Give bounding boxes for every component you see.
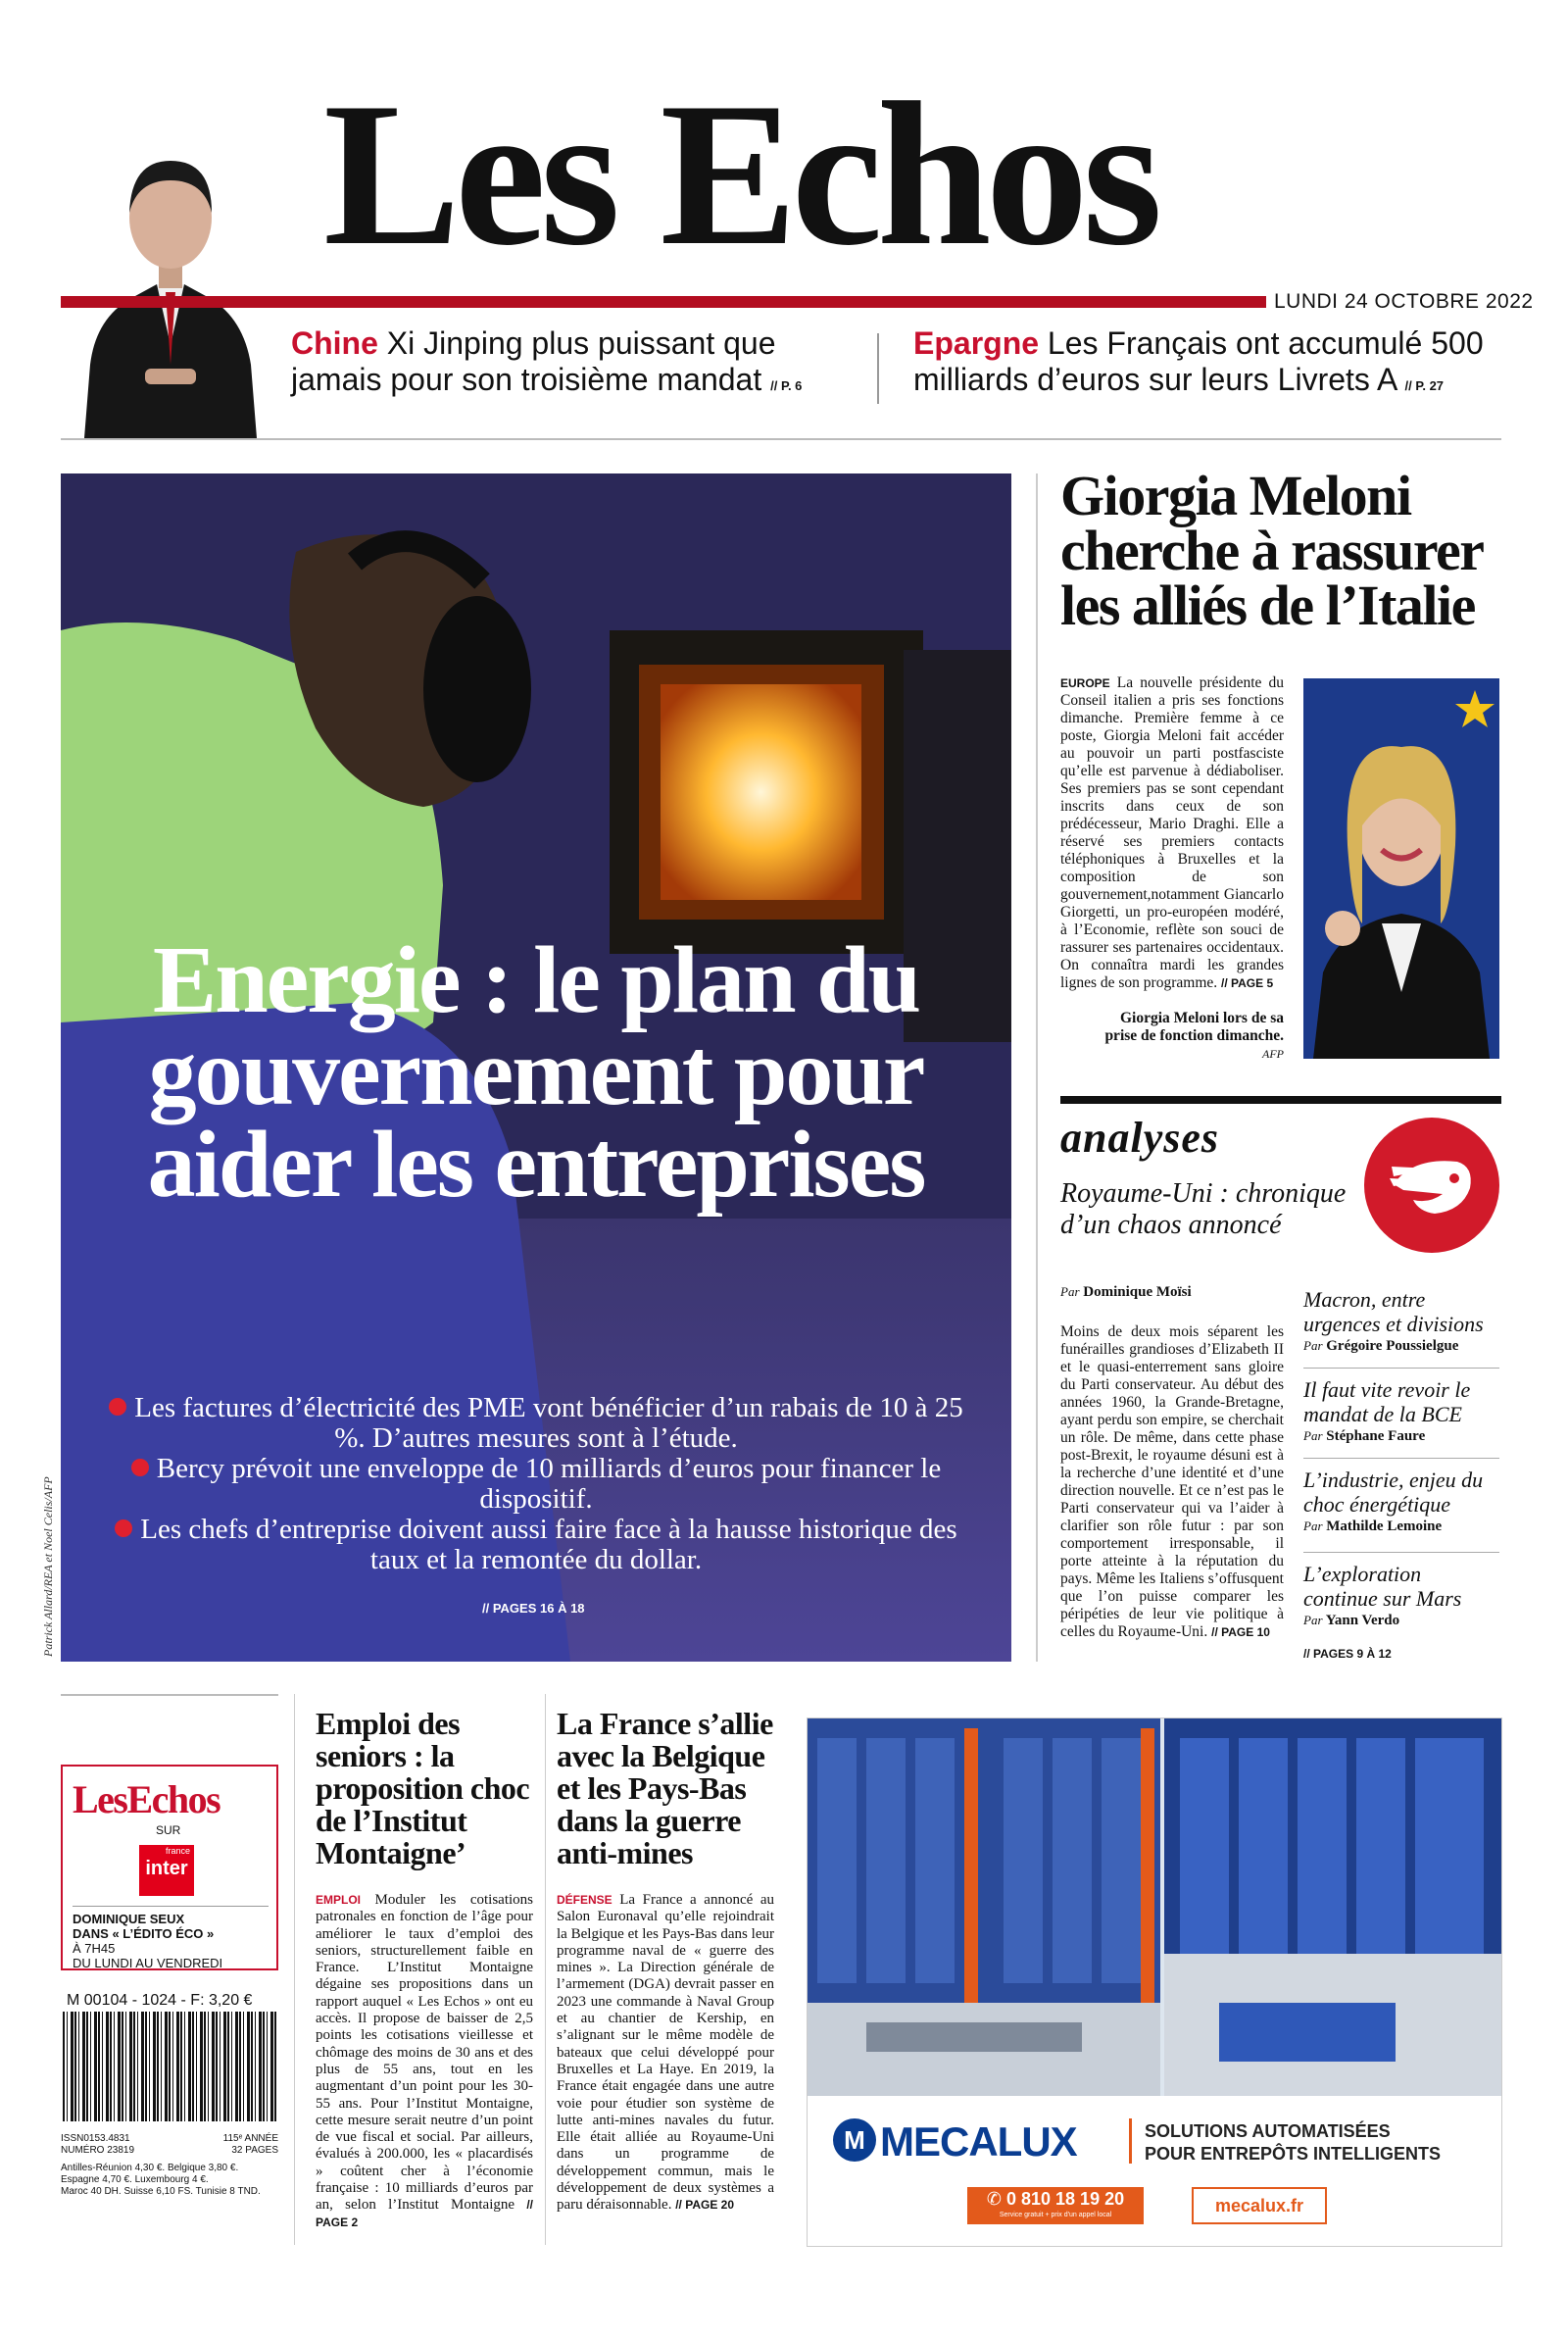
defense-page-ref: // PAGE 20 (675, 2198, 735, 2213)
teaser-page: // P. 6 (770, 378, 803, 393)
mecalux-ad[interactable] (807, 1718, 1502, 2247)
column-divider (1036, 473, 1038, 1662)
ad-tagline: SOLUTIONS AUTOMATISÉES POUR ENTREPÔTS INTELLIGENTS (1145, 2121, 1442, 2164)
analyses-label: analyses (1060, 1114, 1219, 1162)
analyses-main-byline: Par Dominique Moïsi (1060, 1284, 1192, 1300)
emploi-body: EMPLOI Moduler les cotisations patronales en fonction de l’âge pour améliorer le taux d’emploi des seniors, structurellement faible en France. L’Institut Montaigne dégaine ses propositions dans un rapport auquel « Les Echos » ont eu accès. Il propose de baisser de 2,5 points les cotisations vieillesse et chômage des moins de 30 ans et des plus de 55 ans, tout en les augmentant d’un point pour les 30-55 ans. Pour l’Institut Montaigne, cette mesure serait neutre d’un point de vue fiscal et social. Par ailleurs, évalués à 200.000, les « placardisés » coûtent cher à l’économie française : 10 milliards d’euros par an, selon l’Institut Montaigne // PAGE 2 (316, 1892, 533, 2229)
bullet-dot-icon (131, 1459, 149, 1476)
hero-headline: Energie : le plan du gouvernement pour aider les entreprises (147, 927, 925, 1218)
column-divider (294, 1694, 295, 2245)
column-divider (545, 1694, 546, 2245)
teaser-kicker: Chine (291, 325, 378, 361)
teaser-text: Xi Jinping plus puissant que jamais pour son troisième mandat (291, 325, 776, 397)
hero-bullet: Les factures d’électricité des PME vont bénéficier d’un rabais de 10 à 25 %. D’autres mesures sont à l’étude. (100, 1393, 972, 1454)
analyses-item-divider (1303, 1458, 1499, 1459)
teaser-text: Les Français ont accumulé 500 milliards d’euros sur leurs Livrets A (913, 325, 1484, 397)
masthead-rule (61, 296, 1266, 308)
hero-bullet: Les chefs d’entreprise doivent aussi faire face à la hausse historique des taux et la remontée du dollar. (100, 1515, 972, 1575)
meloni-body: EUROPE La nouvelle présidente du Conseil italien a pris ses fonctions dimanche. Première femme à ce poste, Giorgia Meloni fait accéder au pouvoir un parti postfasciste qu’elle est parvenue à dédiaboliser. Ses premiers pas se sont cependant inscrits dans ceux de son prédécesseur, Mario Draghi. Elle a réservé ses premiers contacts téléphoniques à Bruxelles et la composition de son gouvernement,notamment Giancarlo Giorgetti, un pro-européen modéré, à l’Economie, reflète son souci de rassurer ses partenaires occidentaux. On connaîtra mardi les grandes lignes de son programme. // PAGE 5 (1060, 674, 1285, 991)
bottom-divider (61, 1694, 278, 1696)
emploi-headline[interactable]: Emploi des seniors : la proposition choc de l’Institut Montaigne’ (316, 1706, 530, 1870)
analyses-item-title: L’exploration continue sur Mars (1303, 1562, 1462, 1611)
analyses-item[interactable]: Macron, entre urgences et divisions Par Grégoire Poussielgue (1303, 1287, 1499, 1355)
analyses-item-title: Macron, entre urgences et divisions (1303, 1287, 1484, 1336)
teaser-kicker: Epargne (913, 325, 1040, 361)
hero-page-ref: // PAGES 16 À 18 (482, 1601, 585, 1616)
bullet-dot-icon (109, 1398, 126, 1416)
analyses-mercury-logo-icon (1364, 1118, 1499, 1253)
analyses-item-title: L’industrie, enjeu du choc énergétique (1303, 1468, 1484, 1517)
phone-icon: ✆ (986, 2189, 1002, 2209)
ad-phone-button[interactable]: ✆ 0 810 18 19 20 Service gratuit + prix d'un appel local (967, 2187, 1144, 2224)
meloni-category: EUROPE (1060, 676, 1110, 690)
emploi-page-ref: // PAGE 2 (316, 2198, 533, 2229)
teaser-chine[interactable] (291, 325, 859, 404)
analyses-item-author: Yann Verdo (1325, 1613, 1400, 1628)
analyses-pages-ref: // PAGES 9 À 12 (1303, 1647, 1392, 1661)
barcode-code: M 00104 - 1024 - F: 3,20 € (67, 1992, 253, 2009)
hero-photo-credit: Patrick Allard/REA et Noel Celis/AFP (41, 1476, 55, 1657)
barcode-icon (63, 2012, 276, 2121)
france-inter-logo-icon: france inter (139, 1845, 194, 1896)
meloni-page-ref: // PAGE 5 (1221, 976, 1274, 990)
analyses-main-title[interactable]: Royaume-Uni : chronique d’un chaos annoncé (1060, 1178, 1347, 1240)
defense-body: DÉFENSE La France a annoncé au Salon Euronaval qu’elle rejoindrait la Belgique et les Pays-Bas dans leur programme naval de « guerre des mines ». La Direction générale de l’armement (DGA) devrait passer en 2023 une commande à Naval Group et au chantier de Kership, en s’alignant sur le même modèle de bateaux que celui développé pour Bruxelles et La Haye. En 2019, la France était engagée dans une autre voie pour étudier son système de lutte anti-mines navales du futur. Elle était alliée au Royaume-Uni dans un programme de développement commun, mais le développement de deux systèmes a paru déraisonnable. // PAGE 20 (557, 1892, 774, 2214)
analyses-item[interactable]: Il faut vite revoir le mandat de la BCE Par Stéphane Faure (1303, 1377, 1499, 1445)
analyses-main-page-ref: // PAGE 10 (1211, 1625, 1270, 1639)
analyses-item-author: Mathilde Lemoine (1326, 1519, 1443, 1534)
ad-website-link[interactable]: mecalux.fr (1192, 2187, 1327, 2224)
analyses-item[interactable]: L’exploration continue sur Mars Par Yann Verdo (1303, 1562, 1499, 1629)
barcode-info: ISSN0153.4831 115ᵉ ANNÉE NUMÉRO 23819 32 PAGES Antilles-Réunion 4,30 €. Belgique 3,80 €. Espagne 4,70 €. Luxembourg 4 €. Maroc 40 DH. Suisse 6,10 FS. Tunisie 8 TND. (61, 2133, 278, 2197)
analyses-main-body: Moins de deux mois séparent les funérailles grandioses d’Elizabeth II et le quasi-enterrement sans gloire du Parti conservateur. Au début des années 1960, la Grande-Bretagne, ayant perdu son empire, se cherchait un rôle. De même, dans cette phase post-Brexit, le royaume désuni est à la recherche d’une identité et d’une direction nouvelle. Et ce n’est pas le Parti conservateur qui va l’aider à clarifier son rôle futur : par son comportement irresponsable, il porte atteinte à la réputation du pays. Même les Italiens s’offusquent que l’on puisse comparer les péripéties de leur vie politique à celles du Royaume-Uni. // PAGE 10 (1060, 1323, 1284, 1640)
hero-story[interactable] (61, 473, 1011, 1662)
ad-divider (1129, 2118, 1132, 2164)
promo-divider (73, 1906, 269, 1907)
analyses-item-author: Grégoire Poussielgue (1326, 1338, 1459, 1354)
meloni-caption: Giorgia Meloni lors de sa prise de fonction dimanche. AFP (1104, 1010, 1284, 1061)
analyses-item-divider (1303, 1368, 1499, 1369)
hero-bullets (100, 1393, 972, 1575)
xi-jinping-photo (67, 120, 272, 438)
meloni-photo (1303, 678, 1499, 1059)
ad-brand: MECALUX (880, 2118, 1077, 2165)
promo-logo: LesEchos (73, 1777, 220, 1821)
meloni-headline[interactable]: Giorgia Meloni cherche à rassurer les alliés de l’Italie (1060, 464, 1483, 637)
promo-text: DOMINIQUE SEUX DANS « L’ÉDITO ÉCO » À 7H45 DU LUNDI AU VENDREDI (73, 1912, 223, 1970)
ad-warehouse-photo (808, 1718, 1501, 2096)
analyses-item-divider (1303, 1552, 1499, 1553)
hero-bullet: Bercy prévoit une enveloppe de 10 milliards d’euros pour financer le dispositif. (100, 1454, 972, 1515)
teaser-epargne[interactable] (913, 325, 1511, 404)
analyses-item-title: Il faut vite revoir le mandat de la BCE (1303, 1377, 1471, 1426)
radio-promo-box[interactable] (61, 1765, 278, 1970)
masthead-logo[interactable]: Les Echos (323, 61, 1157, 288)
header-divider (61, 438, 1501, 440)
analyses-rule (1060, 1096, 1501, 1104)
emploi-category: EMPLOI (316, 1893, 362, 1907)
analyses-item-author: Stéphane Faure (1326, 1428, 1426, 1444)
defense-headline[interactable]: La France s’allie avec la Belgique et les Pays-Bas dans la guerre anti-mines (557, 1706, 773, 1870)
analyses-item[interactable]: L’industrie, enjeu du choc énergétique Par Mathilde Lemoine (1303, 1468, 1499, 1535)
mecalux-logo-icon: M (833, 2118, 876, 2162)
bullet-dot-icon (115, 1519, 132, 1537)
issue-date: LUNDI 24 OCTOBRE 2022 (1274, 290, 1534, 313)
teaser-divider (877, 333, 879, 404)
defense-category: DÉFENSE (557, 1893, 612, 1907)
promo-sur: SUR (156, 1823, 181, 1837)
teaser-page: // P. 27 (1404, 378, 1445, 393)
